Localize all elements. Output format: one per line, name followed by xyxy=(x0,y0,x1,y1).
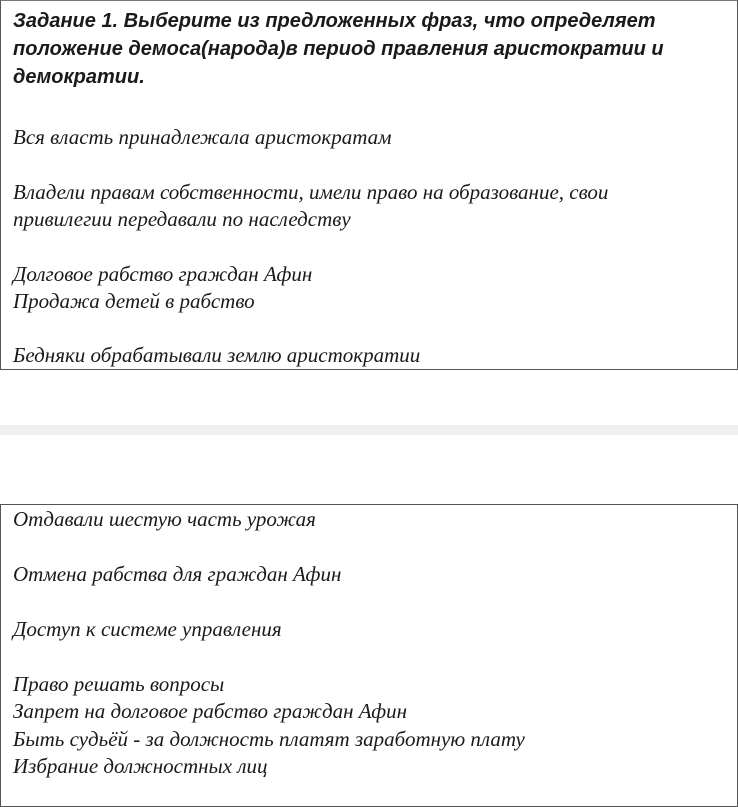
phrase-item: Запрет на долговое рабство граждан Афин xyxy=(13,699,408,723)
phrase-item: привилегии передавали по наследству xyxy=(13,207,351,231)
phrase-item: Избрание должностных лиц xyxy=(13,754,268,778)
phrase-item: Вся власть принадлежала аристократам xyxy=(13,125,392,149)
task-heading: Задание 1. Выберите из предложенных фраз, что определяет положение демоса(народа)в период правления аристократии и демократии. xyxy=(13,10,664,88)
section-divider xyxy=(0,425,738,435)
phrase-item: Владели правам собственности, имели право на образование, свои xyxy=(13,180,609,204)
phrase-item: Бедняки обрабатывали землю аристократии xyxy=(13,343,421,367)
phrase-item: Отмена рабства для граждан Афин xyxy=(13,562,342,586)
phrase-item: Быть судьёй - за должность платят заработную плату xyxy=(13,727,525,751)
phrase-item: Доступ к системе управления xyxy=(13,617,282,641)
phrase-item: Отдавали шестую часть урожая xyxy=(13,507,316,531)
phrase-item: Продажа детей в рабство xyxy=(13,289,255,313)
phrase-item: Право решать вопросы xyxy=(13,672,225,696)
phrase-item: Долговое рабство граждан Афин xyxy=(13,262,313,286)
